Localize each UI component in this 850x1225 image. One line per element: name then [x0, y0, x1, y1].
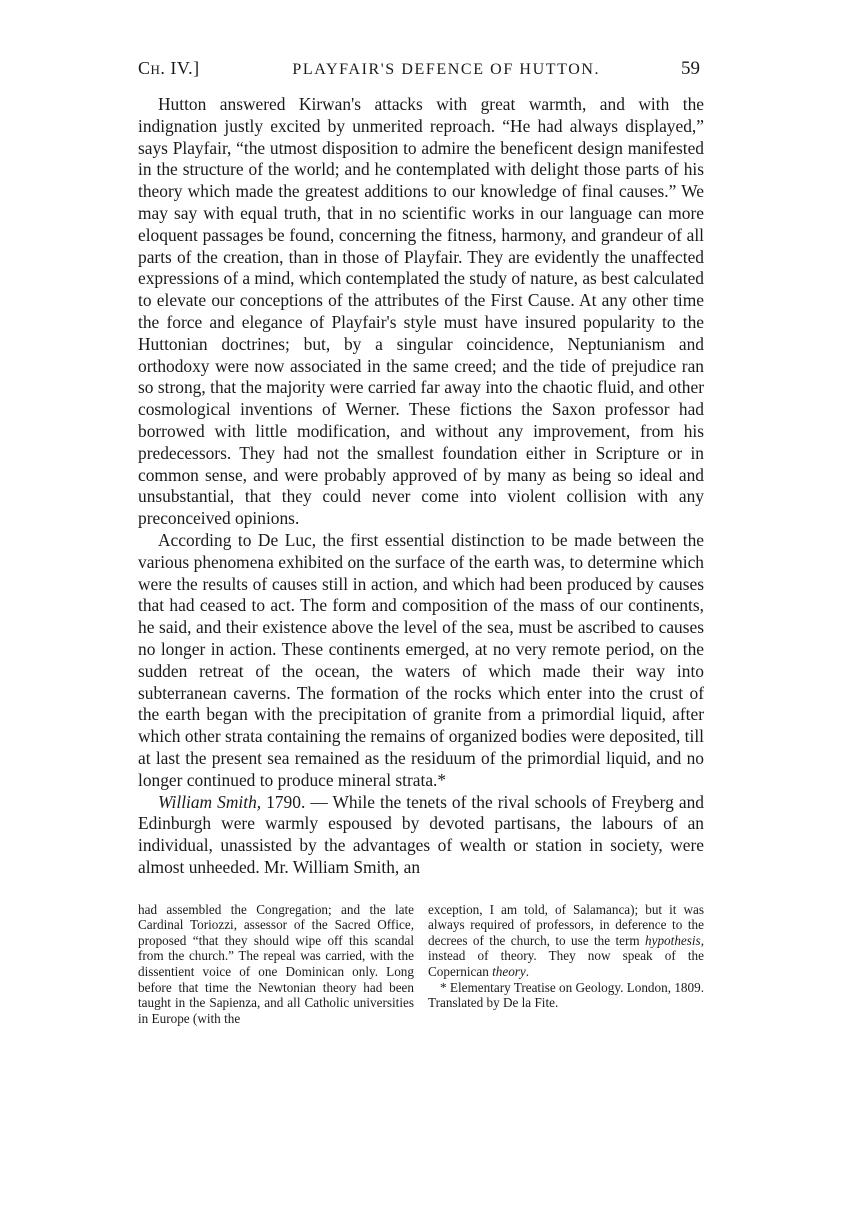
page-title: PLAYFAIR'S DEFENCE OF HUTTON. [292, 61, 601, 78]
running-head [138, 58, 704, 94]
footnote-column-right [428, 902, 704, 1027]
paragraph: According to De Luc, the first essential distinction to be made between the various phenomena exhibited on the surface of the earth was, to determine which were the results of causes still in action, and which had been produced by causes that had ceased to act. The form and composition of the mass of our continents, he said, and their existence above the level of the sea, must be ascribed to causes no longer in action. These continents emerged, at no very remote period, on the sudden retreat of the ocean, the waters of which made their way into subterranean caverns. The formation of the rocks which enter into the crust of the earth began with the precipitation of granite from a primordial liquid, after which other strata containing the remains of organized bodies were deposited, till at last the present sea remained as the residuum of the primordial liquid, and no longer continued to produce mineral strata.* [138, 529, 704, 790]
chapter-label: Ch. IV.] [138, 58, 200, 78]
book-page [138, 58, 704, 1026]
footnote-fragment: . [525, 964, 530, 980]
paragraph [138, 792, 704, 879]
footnote-fragment: exception, I am told, of Salamanca); but it was always required of professors, in deference to the decrees of the church, to use the term [428, 901, 704, 948]
footnotes [138, 902, 704, 1027]
footnote-text: had assembled the Congregation; and the late Cardinal Toriozzi, assessor of the Sacred Office, proposed “that they should wipe off this scandal from the church.” The repeal was carried, with the dissentient voice of one Dominican only. Long before that time the Newtonian theory had been taught in the Sapienza, and all Catholic universities in Europe (with the [138, 901, 414, 1026]
footnote-emphasis: theory [492, 964, 526, 980]
footnote-reference: * Elementary Treatise on Geology. London, 1809. Translated by De la Fite. [428, 979, 704, 1011]
footnote-emphasis: hypothesis [645, 932, 701, 948]
footnote-text [428, 902, 704, 980]
paragraph: Hutton answered Kirwan's attacks with great warmth, and with the indignation justly excited by unmerited reproach. “He had always displayed,” says Playfair, “the utmost disposition to admire the beneficent design manifested in the structure of the world; and he contemplated with delight those parts of his theory which made the greatest additions to our knowledge of final causes.” We may say with equal truth, that in no scientific works in our language can more eloquent passages be found, concerning the fitness, harmony, and grandeur of all parts of the creation, than in those of Playfair. They are evidently the unaffected expressions of a mind, which contemplated the study of nature, as best calculated to elevate our conceptions of the attributes of the First Cause. At any other time the force and elegance of Playfair's style must have insured popularity to the Huttonian doctrines; but, by a singular coincidence, Neptunianism and orthodoxy were now associated in the same creed; and the tide of prejudice ran so strong, that the majority were carried far away into the chaotic fluid, and other cosmological inventions of Werner. These fictions the Saxon professor had borrowed with little modification, and without any improvement, from his predecessors. They had not the smallest foundation either in Scripture or in common sense, and were probably approved of by many as being so ideal and unsubstantial, that they could never come into violent collision with any preconceived opinions. [138, 94, 704, 529]
section-lead: William Smith, [158, 791, 262, 812]
footnote-fragment: , instead of theory. They now speak of the Copernican [428, 932, 704, 980]
footnote-column-left [138, 902, 414, 1027]
paragraph-text: 1790. — While the tenets of the rival schools of Freyberg and Edinburgh were warmly espoused by devoted partisans, the labours of an individual, unassisted by the advantages of wealth or station in society, were almost unheeded. Mr. William Smith, an [138, 791, 705, 877]
page-number: 59 [681, 58, 700, 79]
main-text [138, 94, 704, 879]
